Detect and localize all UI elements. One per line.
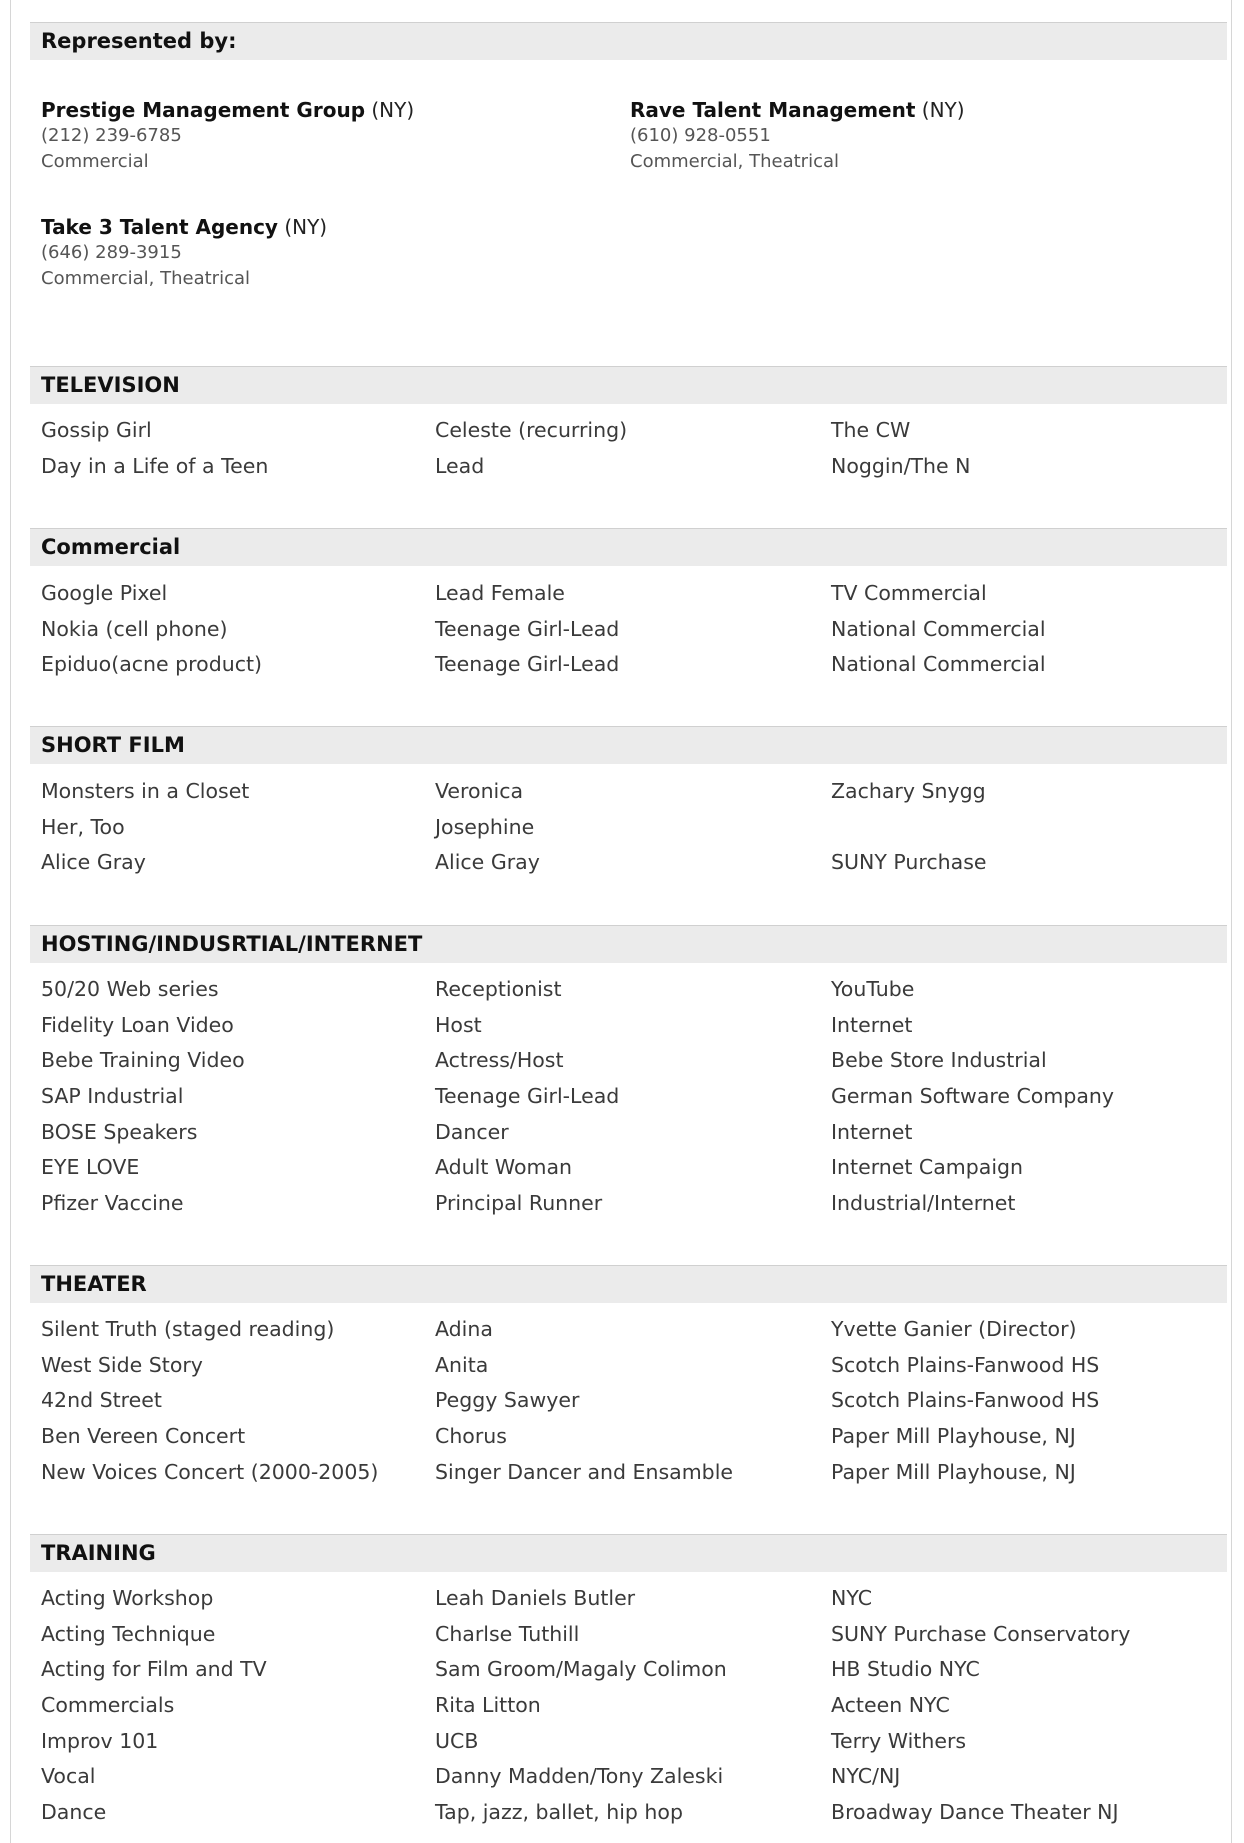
credit-company: YouTube [831,977,915,1001]
table-row [41,1460,1221,1496]
table-row [41,617,1221,653]
table-row [41,1120,1221,1156]
training-subject: Acting Technique [41,1621,216,1646]
table-row [41,815,1221,851]
credit-project: Epiduo(acne product) [41,652,263,677]
section-header-commercial: Commercial [30,528,1227,566]
training-subject: Improv 101 [41,1728,159,1753]
credit-project: SAP Industrial [41,1084,184,1109]
credit-role: Lead Female [435,581,565,605]
agency-name[interactable]: Prestige Management Group [41,98,366,122]
table-row [41,581,1221,617]
table-row [41,977,1221,1013]
training-teacher: Danny Madden/Tony Zaleski [435,1764,724,1789]
credit-project: Gossip Girl [41,418,152,442]
credit-company: Yvette Ganier (Director) [831,1317,1077,1341]
agency-type: Commercial, Theatrical [630,151,839,172]
training-teacher: Rita Litton [435,1693,541,1718]
agency-type: Commercial, Theatrical [41,268,250,289]
credit-company: Internet Campaign [831,1155,1024,1180]
agency-location: (NY) [371,98,415,122]
table-row [41,1013,1221,1049]
training-teacher: Charlse Tuthill [435,1621,580,1646]
table-row [41,652,1221,688]
table-row [41,454,1221,490]
agency-phone: (610) 928-0551 [630,125,771,146]
credit-role: Dancer [435,1119,509,1144]
training-subject: Vocal [41,1764,96,1789]
credit-project: Ben Vereen Concert [41,1424,246,1449]
credit-project: Monsters in a Closet [41,779,250,803]
credit-company: TV Commercial [831,581,987,605]
section-header-training: TRAINING [30,1534,1227,1572]
table-row [41,1729,1221,1765]
table-row [41,1622,1221,1658]
credit-project: Google Pixel [41,581,168,605]
table-row [41,1191,1221,1227]
table-row [41,779,1221,815]
credit-company: Internet [831,1119,913,1144]
section-header-theater: THEATER [30,1265,1227,1303]
credit-role: Receptionist [435,977,562,1001]
agency-take3 [41,214,327,292]
training-list [41,1586,1221,1836]
credit-role: Host [435,1012,482,1037]
training-teacher: Tap, jazz, ballet, hip hop [435,1800,683,1825]
training-teacher: UCB [435,1728,479,1753]
training-subject: Commercials [41,1693,175,1718]
credit-role: Peggy Sawyer [435,1388,580,1413]
credit-role: Lead [435,453,485,478]
credit-role: Singer Dancer and Ensamble [435,1459,734,1484]
agency-phone: (646) 289-3915 [41,242,182,263]
credit-project: West Side Story [41,1352,203,1377]
short-film-list [41,779,1221,886]
credit-project: EYE LOVE [41,1155,140,1180]
table-row [41,1084,1221,1120]
training-teacher: Leah Daniels Butler [435,1586,636,1610]
credit-company: National Commercial [831,616,1046,641]
credit-company: Bebe Store Industrial [831,1048,1047,1073]
credit-role: Veronica [435,779,524,803]
credit-company: Noggin/The N [831,453,971,478]
agency-rave [630,97,965,175]
training-subject: Acting for Film and TV [41,1657,267,1682]
credit-company: German Software Company [831,1084,1115,1109]
agency-phone: (212) 239-6785 [41,125,182,146]
credit-role: Teenage Girl-Lead [435,1084,620,1109]
training-teacher: Sam Groom/Magaly Colimon [435,1657,727,1682]
credit-project: Pfizer Vaccine [41,1191,184,1216]
table-row [41,1353,1221,1389]
training-school: Broadway Dance Theater NJ [831,1800,1119,1825]
table-row [41,1657,1221,1693]
table-row [41,1764,1221,1800]
credit-company: Industrial/Internet [831,1191,1016,1216]
hosting-list [41,977,1221,1227]
table-row [41,1388,1221,1424]
training-school: NYC [831,1586,873,1610]
credit-company: Internet [831,1012,913,1037]
agency-name[interactable]: Rave Talent Management [630,98,916,122]
credit-project: BOSE Speakers [41,1119,198,1144]
television-list [41,418,1221,489]
training-school: SUNY Purchase Conservatory [831,1621,1131,1646]
table-row [41,1800,1221,1836]
credit-role: Principal Runner [435,1191,603,1216]
credit-role: Chorus [435,1424,507,1449]
resume-page [10,0,1232,1843]
credit-company: Paper Mill Playhouse, NJ [831,1459,1076,1484]
credit-company: Paper Mill Playhouse, NJ [831,1424,1076,1449]
agency-location: (NY) [284,215,328,239]
credit-project: Her, Too [41,814,125,839]
agency-location: (NY) [921,98,965,122]
credit-company: SUNY Purchase [831,850,987,875]
credit-project: Silent Truth (staged reading) [41,1317,335,1341]
training-school: NYC/NJ [831,1764,901,1789]
table-row [41,1155,1221,1191]
credit-role: Adult Woman [435,1155,573,1180]
credit-company: Scotch Plains-Fanwood HS [831,1352,1100,1377]
credit-company: Scotch Plains-Fanwood HS [831,1388,1100,1413]
credit-company: National Commercial [831,652,1046,677]
training-school: HB Studio NYC [831,1657,980,1682]
table-row [41,1693,1221,1729]
agency-prestige [41,97,414,175]
credit-role: Celeste (recurring) [435,418,628,442]
credit-role: Teenage Girl-Lead [435,616,620,641]
credit-project: Fidelity Loan Video [41,1012,234,1037]
credit-project: Nokia (cell phone) [41,616,228,641]
credit-project: Bebe Training Video [41,1048,245,1073]
represented-by-header: Represented by: [30,22,1227,60]
training-school: Terry Withers [831,1728,967,1753]
training-subject: Acting Workshop [41,1586,214,1610]
training-school: Acteen NYC [831,1693,950,1718]
credit-company: The CW [831,418,911,442]
credit-role: Actress/Host [435,1048,564,1073]
section-header-hosting: HOSTING/INDUSRTIAL/INTERNET [30,925,1227,963]
table-row [41,1317,1221,1353]
table-row [41,1048,1221,1084]
table-row [41,1586,1221,1622]
credit-project: Day in a Life of a Teen [41,453,269,478]
agency-name[interactable]: Take 3 Talent Agency [41,215,278,239]
commercial-list [41,581,1221,688]
credit-role: Josephine [435,814,535,839]
credit-project: 42nd Street [41,1388,162,1413]
credit-project: 50/20 Web series [41,977,219,1001]
agency-type: Commercial [41,151,149,172]
table-row [41,1424,1221,1460]
credit-role: Alice Gray [435,850,540,875]
credit-role: Adina [435,1317,493,1341]
section-header-television: TELEVISION [30,366,1227,404]
theater-list [41,1317,1221,1495]
credit-role: Anita [435,1352,489,1377]
credit-project: New Voices Concert (2000-2005) [41,1459,379,1484]
training-subject: Dance [41,1800,107,1825]
credit-project: Alice Gray [41,850,146,875]
credit-company: Zachary Snygg [831,779,986,803]
table-row [41,850,1221,886]
section-header-short-film: SHORT FILM [30,726,1227,764]
credit-role: Teenage Girl-Lead [435,652,620,677]
table-row [41,418,1221,454]
